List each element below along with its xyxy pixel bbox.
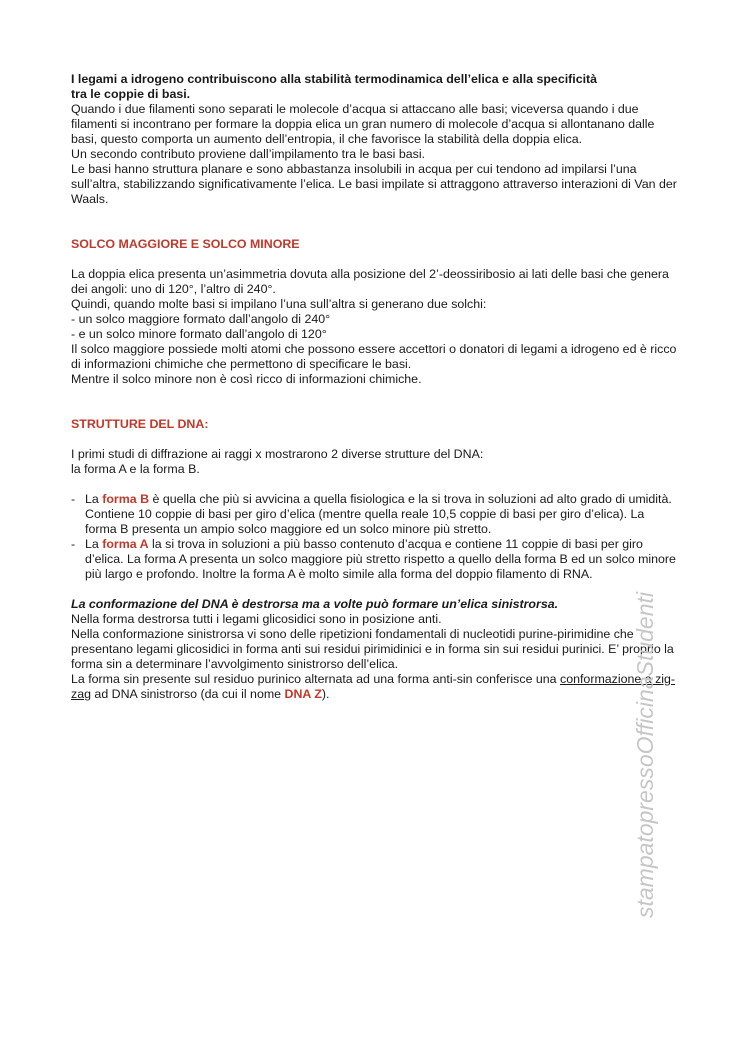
dna-z-label: DNA Z <box>284 687 322 701</box>
strutture-intro-1: I primi studi di diffrazione ai raggi x mostrarono 2 diverse strutture del DNA: <box>71 447 484 461</box>
heading-solco: SOLCO MAGGIORE E SOLCO MINORE <box>71 237 300 251</box>
forma-a-label: forma A <box>102 537 149 551</box>
solco-paragraph-3: Il solco maggiore possiede molti atomi che possono essere accettori o donatori di legami a idrogeno ed è ricco di informazioni chimiche che permettono di specificare le basi. <box>71 342 677 371</box>
watermark-text: stampatopressoOfficinaStudenti <box>632 591 658 918</box>
intro-paragraph-2: Un secondo contributo proviene dall’impilamento tra le basi basi. <box>71 147 426 161</box>
solco-paragraph-2: Quindi, quando molte basi si impilano l’una sull’altra si generano due solchi: <box>71 297 487 311</box>
strutture-intro-2: la forma A e la forma B. <box>71 462 200 476</box>
solco-paragraph-4: Mentre il solco minore non è così ricco di informazioni chimiche. <box>71 372 422 386</box>
solco-paragraph-1: La doppia elica presenta un’asimmetria dovuta alla posizione del 2’-deossiribosio ai lati delle basi che genera dei angoli: uno di 120°, l’altro di 240°. <box>71 267 669 296</box>
forma-b-text: La forma B è quella che più si avvicina a quella fisiologica e la si trova in soluzioni ad alto grado di umidità. Contiene 10 coppie di basi per giro d’elica (mentre quella reale 10,5 coppie di basi per giro d’elica). La forma B presenta un ampio solco maggiore ed un solco minore più stretto. <box>85 492 672 536</box>
conformazione-title: La conformazione del DNA è destrorsa ma a volte può formare un’elica sinistrorsa. <box>71 597 559 611</box>
intro-paragraph-3: Le basi hanno struttura planare e sono abbastanza insolubili in acqua per cui tendono ad impilarsi l’una sull’altra, stabilizzando significativamente l’elica. Le basi impilate si attraggono attraverso interazioni di Van der Waals. <box>71 162 677 206</box>
intro-title: I legami a idrogeno contribuiscono alla stabilità termodinamica dell’elica e alla specificità tra le coppie di basi. <box>71 72 598 101</box>
document-page <box>71 72 677 702</box>
solco-list-item: - e un solco minore formato dall’angolo di 120° <box>71 327 327 341</box>
conformazione-paragraph-1: Nella forma destrorsa tutti i legami glicosidici sono in posizione anti. <box>71 612 442 626</box>
heading-strutture: STRUTTURE DEL DNA: <box>71 417 209 431</box>
list-item-forma-a <box>71 537 677 582</box>
conformazione-paragraph-2: Nella conformazione sinistrorsa vi sono delle ripetizioni fondamentali di nucleotidi purine-pirimidine che presentano legami glicosidici in forma anti sui residui pirimidinici e in forma sin sui residui purinici. E’ proprio la forma sin a determinare l’avvolgimento sinistrorso dell’elica. <box>71 627 674 671</box>
zig-zag-underlined: conformazione a zig-zag <box>71 672 676 701</box>
intro-paragraph-1: Quando i due filamenti sono separati le molecole d’acqua si attaccano alle basi; viceversa quando i due filamenti si incontrano per formare la doppia elica un gran numero di molecole d’acqua si allontanano dalle basi, questo comporta un aumento dell’entropia, il che favorisce la stabilità della doppia elica. <box>71 102 655 146</box>
conformazione-paragraph-3: La forma sin presente sul residuo purinico alternata ad una forma anti-sin conferisce una conformazione a zig-zag ad DNA sinistrorso (da cui il nome DNA Z). <box>71 672 676 701</box>
forma-a-text: La forma A la si trova in soluzioni a più basso contenuto d’acqua e contiene 11 coppie di basi per giro d’elica. La forma A presenta un solco maggiore più stretto rispetto a quello della forma B ed un solco minore più largo e profondo. Inoltre la forma A è molto simile alla forma del doppio filamento di RNA. <box>85 537 676 581</box>
solco-list-item: - un solco maggiore formato dall’angolo di 240° <box>71 312 331 326</box>
forma-b-label: forma B <box>102 492 150 506</box>
dash-marker: - <box>71 492 76 506</box>
dash-marker: - <box>71 537 76 551</box>
list-item-forma-b <box>71 492 677 537</box>
